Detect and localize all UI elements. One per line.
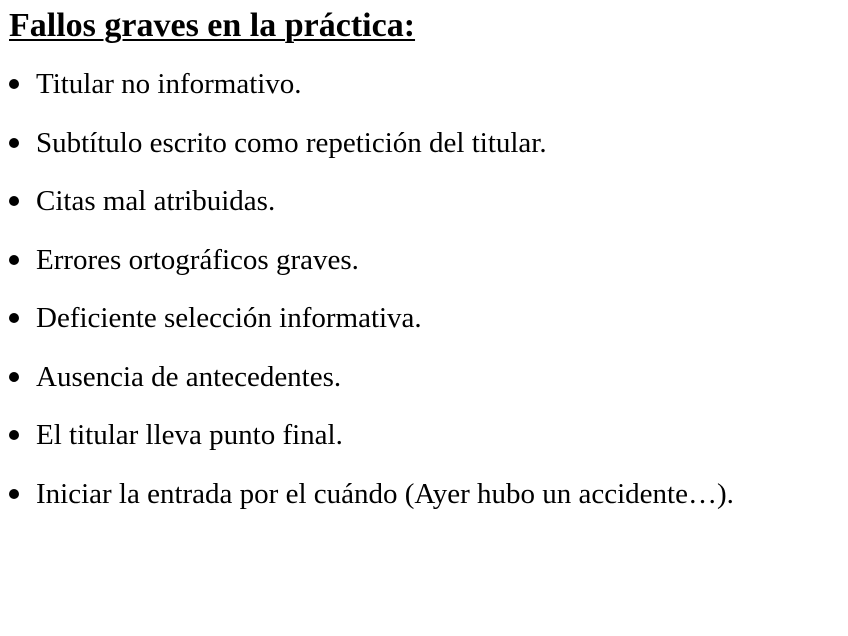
list-item-text: Deficiente selección informativa. (36, 302, 422, 334)
bullet-icon (9, 79, 19, 89)
bullet-icon (9, 138, 19, 148)
list-item-text: Subtítulo escrito como repetición del titular. (36, 126, 547, 159)
list-item-text: El titular lleva punto final. (36, 419, 343, 451)
bullet-icon (9, 489, 19, 499)
bullet-icon (9, 255, 19, 265)
slide-title: Fallos graves en la práctica: (9, 7, 416, 44)
bullet-icon (9, 430, 19, 440)
bullet-icon (9, 372, 19, 382)
bullet-icon (9, 313, 19, 323)
list-item-text: Ausencia de antecedentes. (36, 360, 342, 393)
list-item-text: Citas mal atribuidas. (36, 185, 276, 217)
list-item-text: Errores ortográficos graves. (36, 243, 359, 276)
bullet-icon (9, 196, 19, 206)
list-item-text: Titular no informativo. (36, 68, 302, 100)
list-item-text: Iniciar la entrada por el cuándo (Ayer hubo un accidente…). (36, 477, 734, 510)
